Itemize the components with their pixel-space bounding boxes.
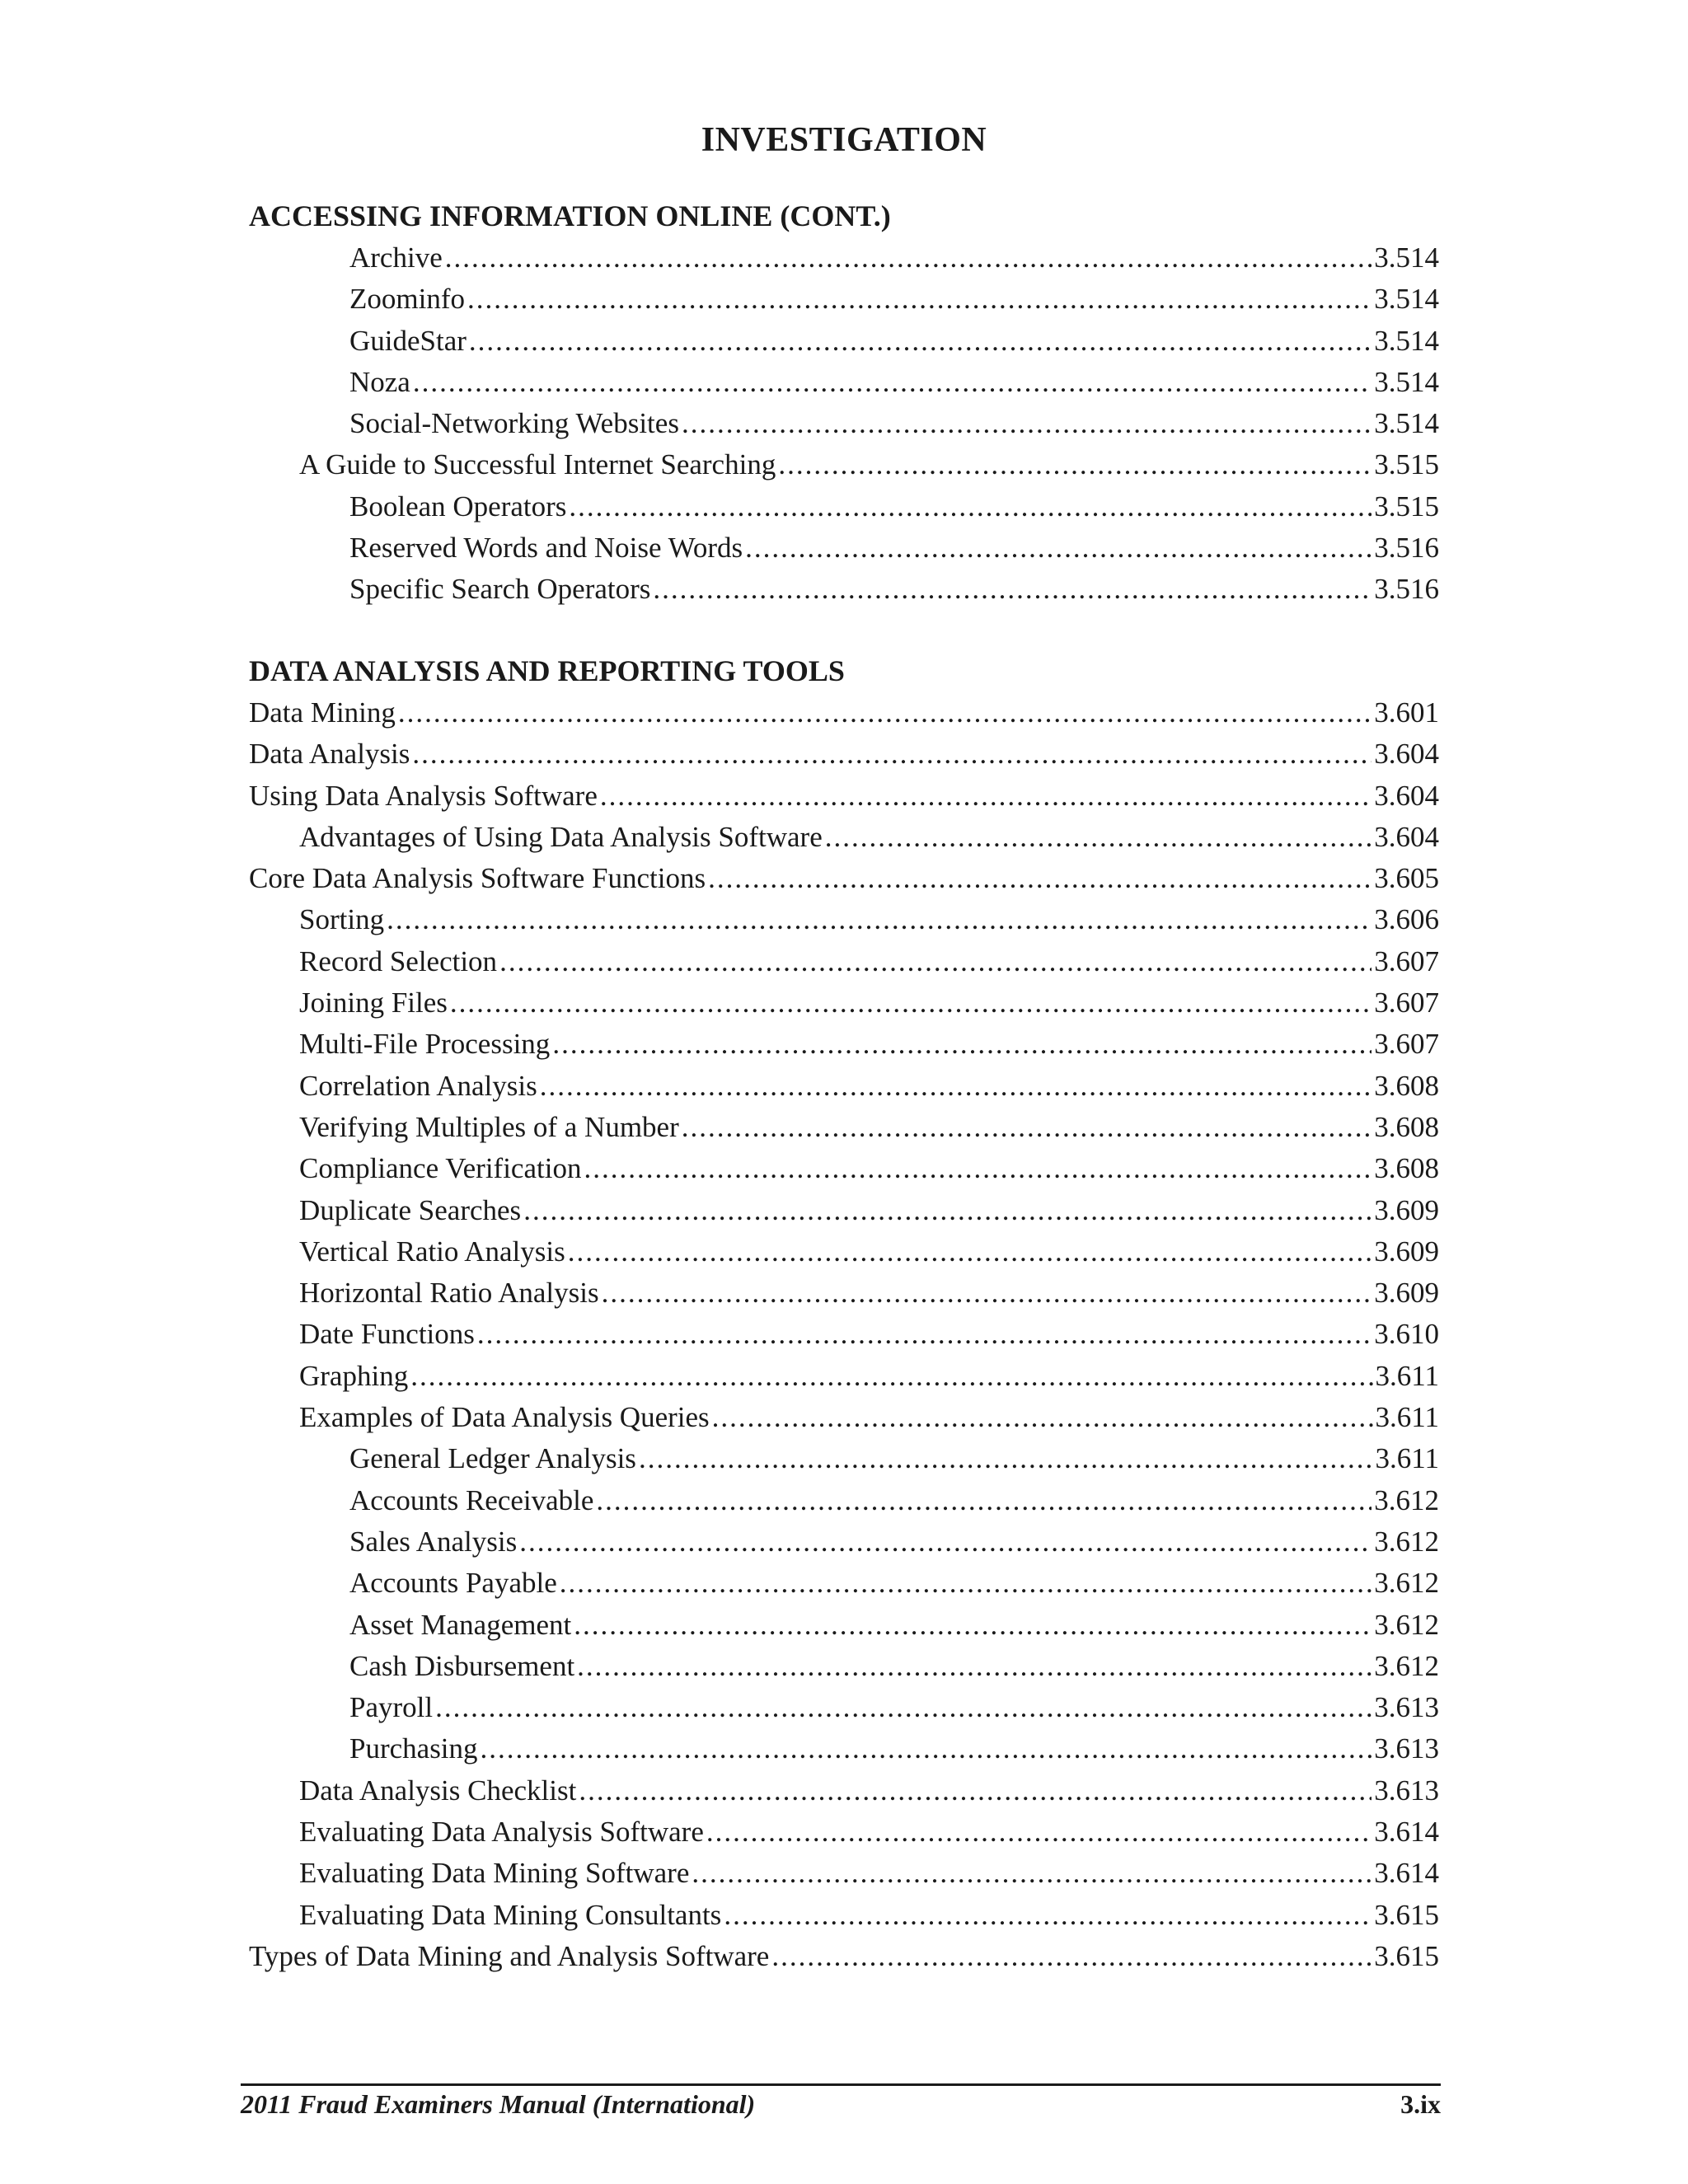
toc-entry — [249, 1936, 1439, 1977]
toc-entry-title: Examples of Data Analysis Queries — [299, 1401, 710, 1434]
toc-entry-title: Date Functions — [299, 1318, 475, 1351]
toc-entry — [249, 692, 1439, 733]
toc-entry-page-number: 3.607 — [1374, 944, 1439, 977]
toc-section-data-analysis-and-reporting-tools — [249, 649, 1439, 1977]
toc-entry-title: Zoominfo — [349, 283, 465, 316]
toc-entry-title: Specific Search Operators — [349, 573, 651, 606]
toc-entry — [249, 527, 1439, 569]
toc-entry — [249, 1024, 1439, 1065]
toc-entry-page-number: 3.604 — [1374, 738, 1439, 771]
toc-entry-title: Asset Management — [349, 1608, 572, 1641]
dot-leader — [602, 1272, 1372, 1314]
toc-entry-title: General Ledger Analysis — [349, 1442, 636, 1475]
toc-entry-page-number: 3.606 — [1374, 903, 1439, 936]
toc-entry — [249, 1646, 1439, 1687]
toc-entry — [249, 486, 1439, 527]
toc-entry-title: Verifying Multiples of a Number — [299, 1110, 679, 1143]
toc-entry-page-number: 3.601 — [1374, 696, 1439, 729]
toc-entry-title: Social-Networking Websites — [349, 407, 679, 440]
toc-entry-page-number: 3.609 — [1374, 1235, 1439, 1268]
toc-entry — [249, 237, 1439, 279]
toc-entry-title: Boolean Operators — [349, 490, 567, 523]
dot-leader — [467, 279, 1372, 320]
toc-entry — [249, 1107, 1439, 1148]
toc-entry — [249, 858, 1439, 899]
toc-entry-title: Cash Disbursement — [349, 1649, 575, 1682]
toc-entry-page-number: 3.613 — [1374, 1774, 1439, 1807]
dot-leader — [523, 1190, 1372, 1231]
toc-entry-page-number: 3.609 — [1374, 1193, 1439, 1226]
toc-entry — [249, 321, 1439, 362]
toc-entry-title: Accounts Receivable — [349, 1483, 594, 1516]
toc-entry — [249, 1811, 1439, 1853]
footer-page-number: 3.ix — [1400, 2089, 1441, 2119]
dot-leader — [398, 692, 1372, 733]
page-title: INVESTIGATION — [701, 121, 987, 160]
toc-entry-title: Payroll — [349, 1691, 434, 1724]
dot-leader — [519, 1521, 1372, 1563]
dot-leader — [574, 1605, 1372, 1646]
toc-entry-page-number: 3.515 — [1374, 448, 1439, 481]
toc-entry-page-number: 3.514 — [1374, 241, 1439, 274]
toc-entry-title: Reserved Words and Noise Words — [349, 532, 743, 565]
toc-entry — [249, 776, 1439, 817]
toc-section-accessing-information-online — [249, 194, 1439, 611]
dot-leader — [552, 1024, 1372, 1065]
toc-entry-page-number: 3.614 — [1374, 1816, 1439, 1849]
toc-entry-page-number: 3.611 — [1375, 1359, 1439, 1392]
toc-entry-page-number: 3.611 — [1375, 1401, 1439, 1434]
toc-entry — [249, 569, 1439, 610]
toc-entry-title: Data Analysis — [249, 738, 410, 771]
toc-entry — [249, 899, 1439, 940]
dot-leader — [387, 899, 1372, 940]
toc-list — [249, 692, 1439, 1977]
toc-entry-title: Correlation Analysis — [299, 1069, 537, 1102]
dot-leader — [584, 1148, 1372, 1189]
toc-entry-title: Purchasing — [349, 1732, 478, 1765]
toc-entry — [249, 444, 1439, 485]
toc-entry-page-number: 3.612 — [1374, 1567, 1439, 1600]
toc-entry — [249, 279, 1439, 320]
toc-entry-title: GuideStar — [349, 324, 467, 357]
toc-entry-title: Noza — [349, 365, 410, 398]
dot-leader — [682, 403, 1372, 444]
toc-entry-title: Evaluating Data Mining Consultants — [299, 1898, 722, 1931]
toc-entry-page-number: 3.612 — [1374, 1649, 1439, 1682]
toc-entry-page-number: 3.612 — [1374, 1608, 1439, 1641]
toc-entry-page-number: 3.514 — [1374, 324, 1439, 357]
toc-entry — [249, 362, 1439, 403]
toc-entry-page-number: 3.514 — [1374, 283, 1439, 316]
toc-entry-title: Evaluating Data Mining Software — [299, 1857, 690, 1890]
toc-entry-title: Record Selection — [299, 944, 498, 977]
toc-entry — [249, 1563, 1439, 1604]
dot-leader — [712, 1397, 1373, 1438]
toc-entry-page-number: 3.516 — [1374, 573, 1439, 606]
dot-leader — [577, 1646, 1372, 1687]
toc-entry-page-number: 3.612 — [1374, 1483, 1439, 1516]
toc-entry-page-number: 3.604 — [1374, 779, 1439, 812]
section-heading: ACCESSING INFORMATION ONLINE (CONT.) — [249, 199, 891, 232]
toc-entry — [249, 733, 1439, 775]
dot-leader — [724, 1895, 1372, 1936]
toc-entry — [249, 941, 1439, 982]
dot-leader — [692, 1853, 1372, 1894]
toc-entry — [249, 1356, 1439, 1397]
toc-entry-page-number: 3.610 — [1374, 1318, 1439, 1351]
dot-leader — [653, 569, 1372, 610]
dot-leader — [413, 362, 1372, 403]
toc-entry-page-number: 3.615 — [1374, 1898, 1439, 1931]
section-heading: DATA ANALYSIS AND REPORTING TOOLS — [249, 654, 845, 687]
toc-entry — [249, 1605, 1439, 1646]
dot-leader — [477, 1314, 1372, 1355]
toc-entry-page-number: 3.612 — [1374, 1525, 1439, 1558]
toc-entry-page-number: 3.607 — [1374, 1028, 1439, 1061]
toc-entry-page-number: 3.605 — [1374, 862, 1439, 895]
toc-entry — [249, 1480, 1439, 1521]
toc-entry-title: Sorting — [299, 903, 385, 936]
toc-entry — [249, 817, 1439, 858]
toc-entry-page-number: 3.607 — [1374, 987, 1439, 1019]
dot-leader — [682, 1107, 1372, 1148]
toc-entry — [249, 1066, 1439, 1107]
dot-leader — [568, 1231, 1372, 1272]
dot-leader — [778, 444, 1372, 485]
toc-entry — [249, 1231, 1439, 1272]
toc-entry-page-number: 3.611 — [1375, 1442, 1439, 1475]
page-footer — [241, 2083, 1441, 2120]
toc-entry-page-number: 3.516 — [1374, 532, 1439, 565]
toc-entry-page-number: 3.614 — [1374, 1857, 1439, 1890]
toc-entry-title: Data Analysis Checklist — [299, 1774, 577, 1807]
toc-entry-title: Duplicate Searches — [299, 1193, 522, 1226]
dot-leader — [412, 733, 1372, 775]
dot-leader — [450, 982, 1372, 1024]
toc-entry-page-number: 3.609 — [1374, 1277, 1439, 1310]
dot-leader — [435, 1687, 1372, 1728]
toc-entry-page-number: 3.608 — [1374, 1152, 1439, 1185]
toc-entry-page-number: 3.515 — [1374, 490, 1439, 523]
dot-leader — [499, 941, 1372, 982]
dot-leader — [560, 1563, 1372, 1604]
dot-leader — [445, 237, 1372, 279]
toc-entry — [249, 1148, 1439, 1189]
footer-manual-title: 2011 Fraud Examiners Manual (International) — [241, 2089, 756, 2119]
toc-entry-title: Evaluating Data Analysis Software — [299, 1816, 704, 1849]
toc-entry — [249, 1687, 1439, 1728]
toc-entry — [249, 1438, 1439, 1479]
dot-leader — [706, 1811, 1372, 1853]
dot-leader — [540, 1066, 1372, 1107]
toc-entry — [249, 1190, 1439, 1231]
toc-entry-title: Joining Files — [299, 987, 448, 1019]
toc-entry — [249, 1853, 1439, 1894]
toc-entry-title: Vertical Ratio Analysis — [299, 1235, 565, 1268]
toc-entry — [249, 982, 1439, 1024]
toc-entry-title: Horizontal Ratio Analysis — [299, 1277, 599, 1310]
toc-entry-title: Core Data Analysis Software Functions — [249, 862, 706, 895]
toc-entry — [249, 1272, 1439, 1314]
dot-leader — [481, 1728, 1372, 1769]
toc-entry-title: Advantages of Using Data Analysis Software — [299, 820, 823, 853]
dot-leader — [600, 776, 1372, 817]
toc-entry — [249, 1728, 1439, 1769]
dot-leader — [825, 817, 1372, 858]
toc-entry — [249, 1314, 1439, 1355]
toc-entry-title: Using Data Analysis Software — [249, 779, 598, 812]
toc-entry — [249, 1521, 1439, 1563]
toc-entry-title: Archive — [349, 241, 443, 274]
dot-leader — [639, 1438, 1373, 1479]
toc-entry-title: Accounts Payable — [349, 1567, 557, 1600]
toc-entry-page-number: 3.514 — [1374, 365, 1439, 398]
dot-leader — [469, 321, 1372, 362]
toc-entry-title: Data Mining — [249, 696, 396, 729]
toc-entry-page-number: 3.613 — [1374, 1732, 1439, 1765]
dot-leader — [579, 1770, 1372, 1811]
dot-leader — [745, 527, 1372, 569]
toc-entry-title: Graphing — [299, 1359, 409, 1392]
toc-list — [249, 237, 1439, 611]
toc-entry-title: Compliance Verification — [299, 1152, 582, 1185]
dot-leader — [410, 1356, 1372, 1397]
toc-entry-title: Types of Data Mining and Analysis Software — [249, 1939, 770, 1972]
toc-entry-page-number: 3.615 — [1374, 1939, 1439, 1972]
toc-entry-page-number: 3.514 — [1374, 407, 1439, 440]
toc-entry — [249, 1895, 1439, 1936]
toc-entry — [249, 1397, 1439, 1438]
toc-entry-title: Sales Analysis — [349, 1525, 518, 1558]
toc-entry — [249, 1770, 1439, 1811]
toc-entry-title: A Guide to Successful Internet Searching — [299, 448, 776, 481]
toc-entry-page-number: 3.604 — [1374, 820, 1439, 853]
dot-leader — [771, 1936, 1372, 1977]
dot-leader — [708, 858, 1372, 899]
toc-entry-page-number: 3.608 — [1374, 1069, 1439, 1102]
dot-leader — [596, 1480, 1372, 1521]
toc-entry-page-number: 3.608 — [1374, 1110, 1439, 1143]
dot-leader — [569, 486, 1372, 527]
toc-entry-title: Multi-File Processing — [299, 1028, 551, 1061]
toc-entry-page-number: 3.613 — [1374, 1691, 1439, 1724]
toc-entry — [249, 403, 1439, 444]
